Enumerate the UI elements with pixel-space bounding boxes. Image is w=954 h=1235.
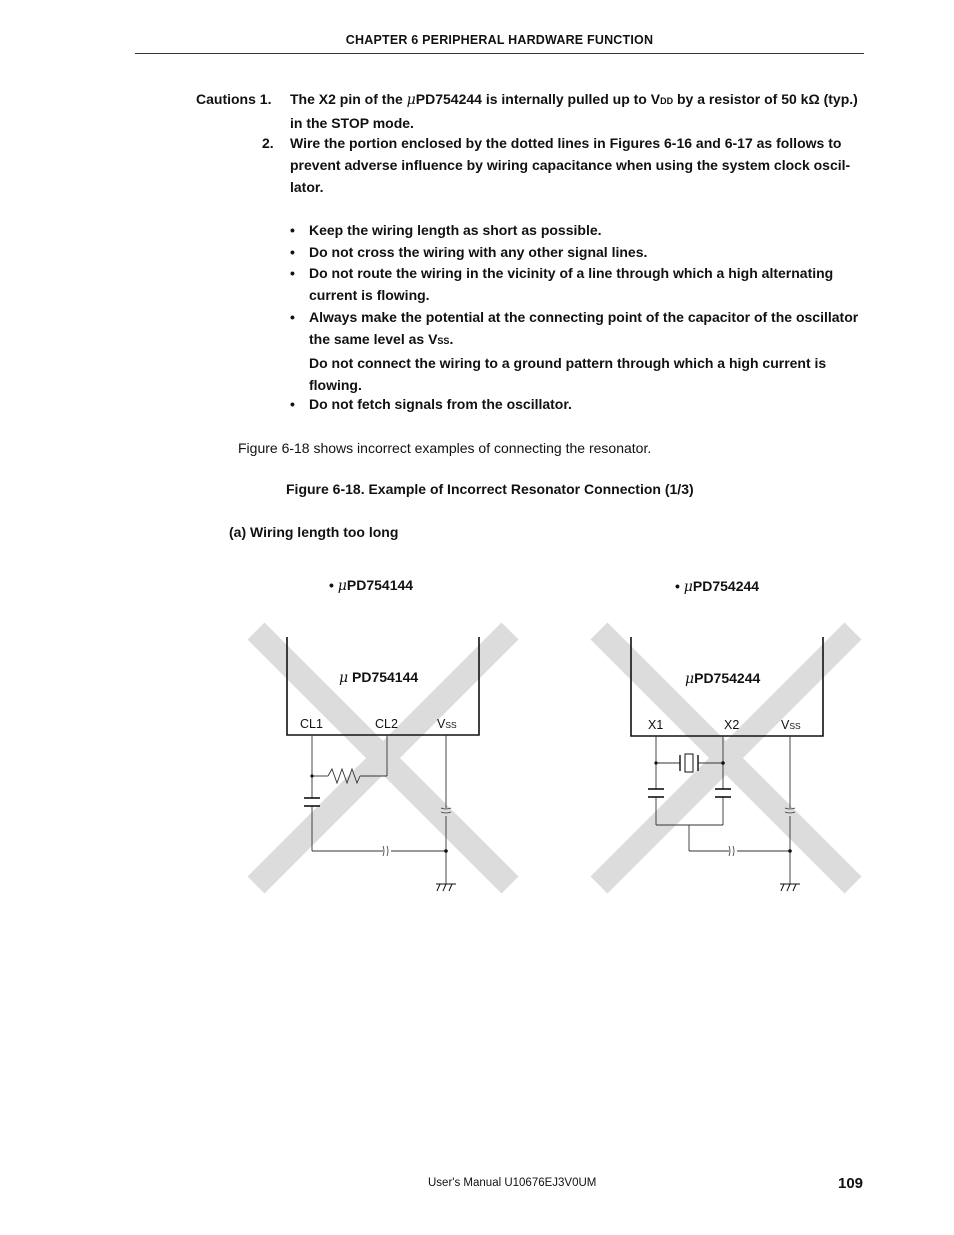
left-capacitor xyxy=(304,798,320,806)
figure-title: Figure 6-18. Example of Incorrect Resonator Connection (1/3) xyxy=(286,481,694,497)
bullet-marker: • xyxy=(290,265,295,281)
body-paragraph: Figure 6-18 shows incorrect examples of connecting the resonator. xyxy=(238,440,652,456)
left-part-label: • μPD754144 xyxy=(329,577,414,594)
right-chip-name: μPD754244 xyxy=(685,670,761,687)
bullet-marker: • xyxy=(290,244,295,260)
bullet-marker: • xyxy=(290,396,295,412)
bullet-item: Always make the potential at the connecting point of the capacitor of the oscillator the same level as VSS. Do not connect the wiring to a ground pattern through which a high current is flowing. xyxy=(309,309,859,393)
pin-label-x1: X1 xyxy=(648,718,664,732)
pin-label-cl1: CL1 xyxy=(300,717,323,731)
caution-2: Wire the portion enclosed by the dotted lines in Figures 6-16 and 6-17 as follows to prevent adverse influence by wiring capacitance when using the system clock oscil- lator. xyxy=(290,135,851,195)
right-part-label: • μPD754244 xyxy=(675,578,760,595)
pin-label-vss: VSS xyxy=(781,718,801,732)
footer-manual-id: User's Manual U10676EJ3V0UM xyxy=(428,1177,597,1189)
crystal-resonator-symbol xyxy=(680,754,698,772)
running-header: CHAPTER 6 PERIPHERAL HARDWARE FUNCTION xyxy=(345,33,654,47)
caution-2-number: 2. xyxy=(262,135,274,151)
left-ground-symbol xyxy=(436,884,456,891)
caution-1: The X2 pin of the μPD754244 is internally pulled up to VDD by a resistor of 50 kΩ (typ.) in the STOP mode. xyxy=(290,91,858,131)
left-chip-name: μ PD754144 xyxy=(339,669,419,686)
figure-subcaption: (a) Wiring length too long xyxy=(229,524,399,540)
mu-symbol: μ xyxy=(406,92,416,108)
pin-label-x2: X2 xyxy=(724,718,740,732)
page-number: 109 xyxy=(838,1175,864,1192)
bullet-item: Do not cross the wiring with any other signal lines. xyxy=(309,244,648,260)
bullet-item: Do not route the wiring in the vicinity of a line through which a high alternating current is flowing. xyxy=(309,265,834,303)
bullet-marker: • xyxy=(290,222,295,238)
right-ground-symbol xyxy=(780,884,800,891)
bullet-item: Keep the wiring length as short as possible. xyxy=(309,222,602,238)
cautions-label: Cautions 1. xyxy=(196,91,272,107)
pin-label-cl2: CL2 xyxy=(375,717,398,731)
pin-label-vss: VSS xyxy=(437,717,457,731)
bullet-marker: • xyxy=(290,309,295,325)
bullet-item: Do not fetch signals from the oscillator. xyxy=(309,396,572,412)
